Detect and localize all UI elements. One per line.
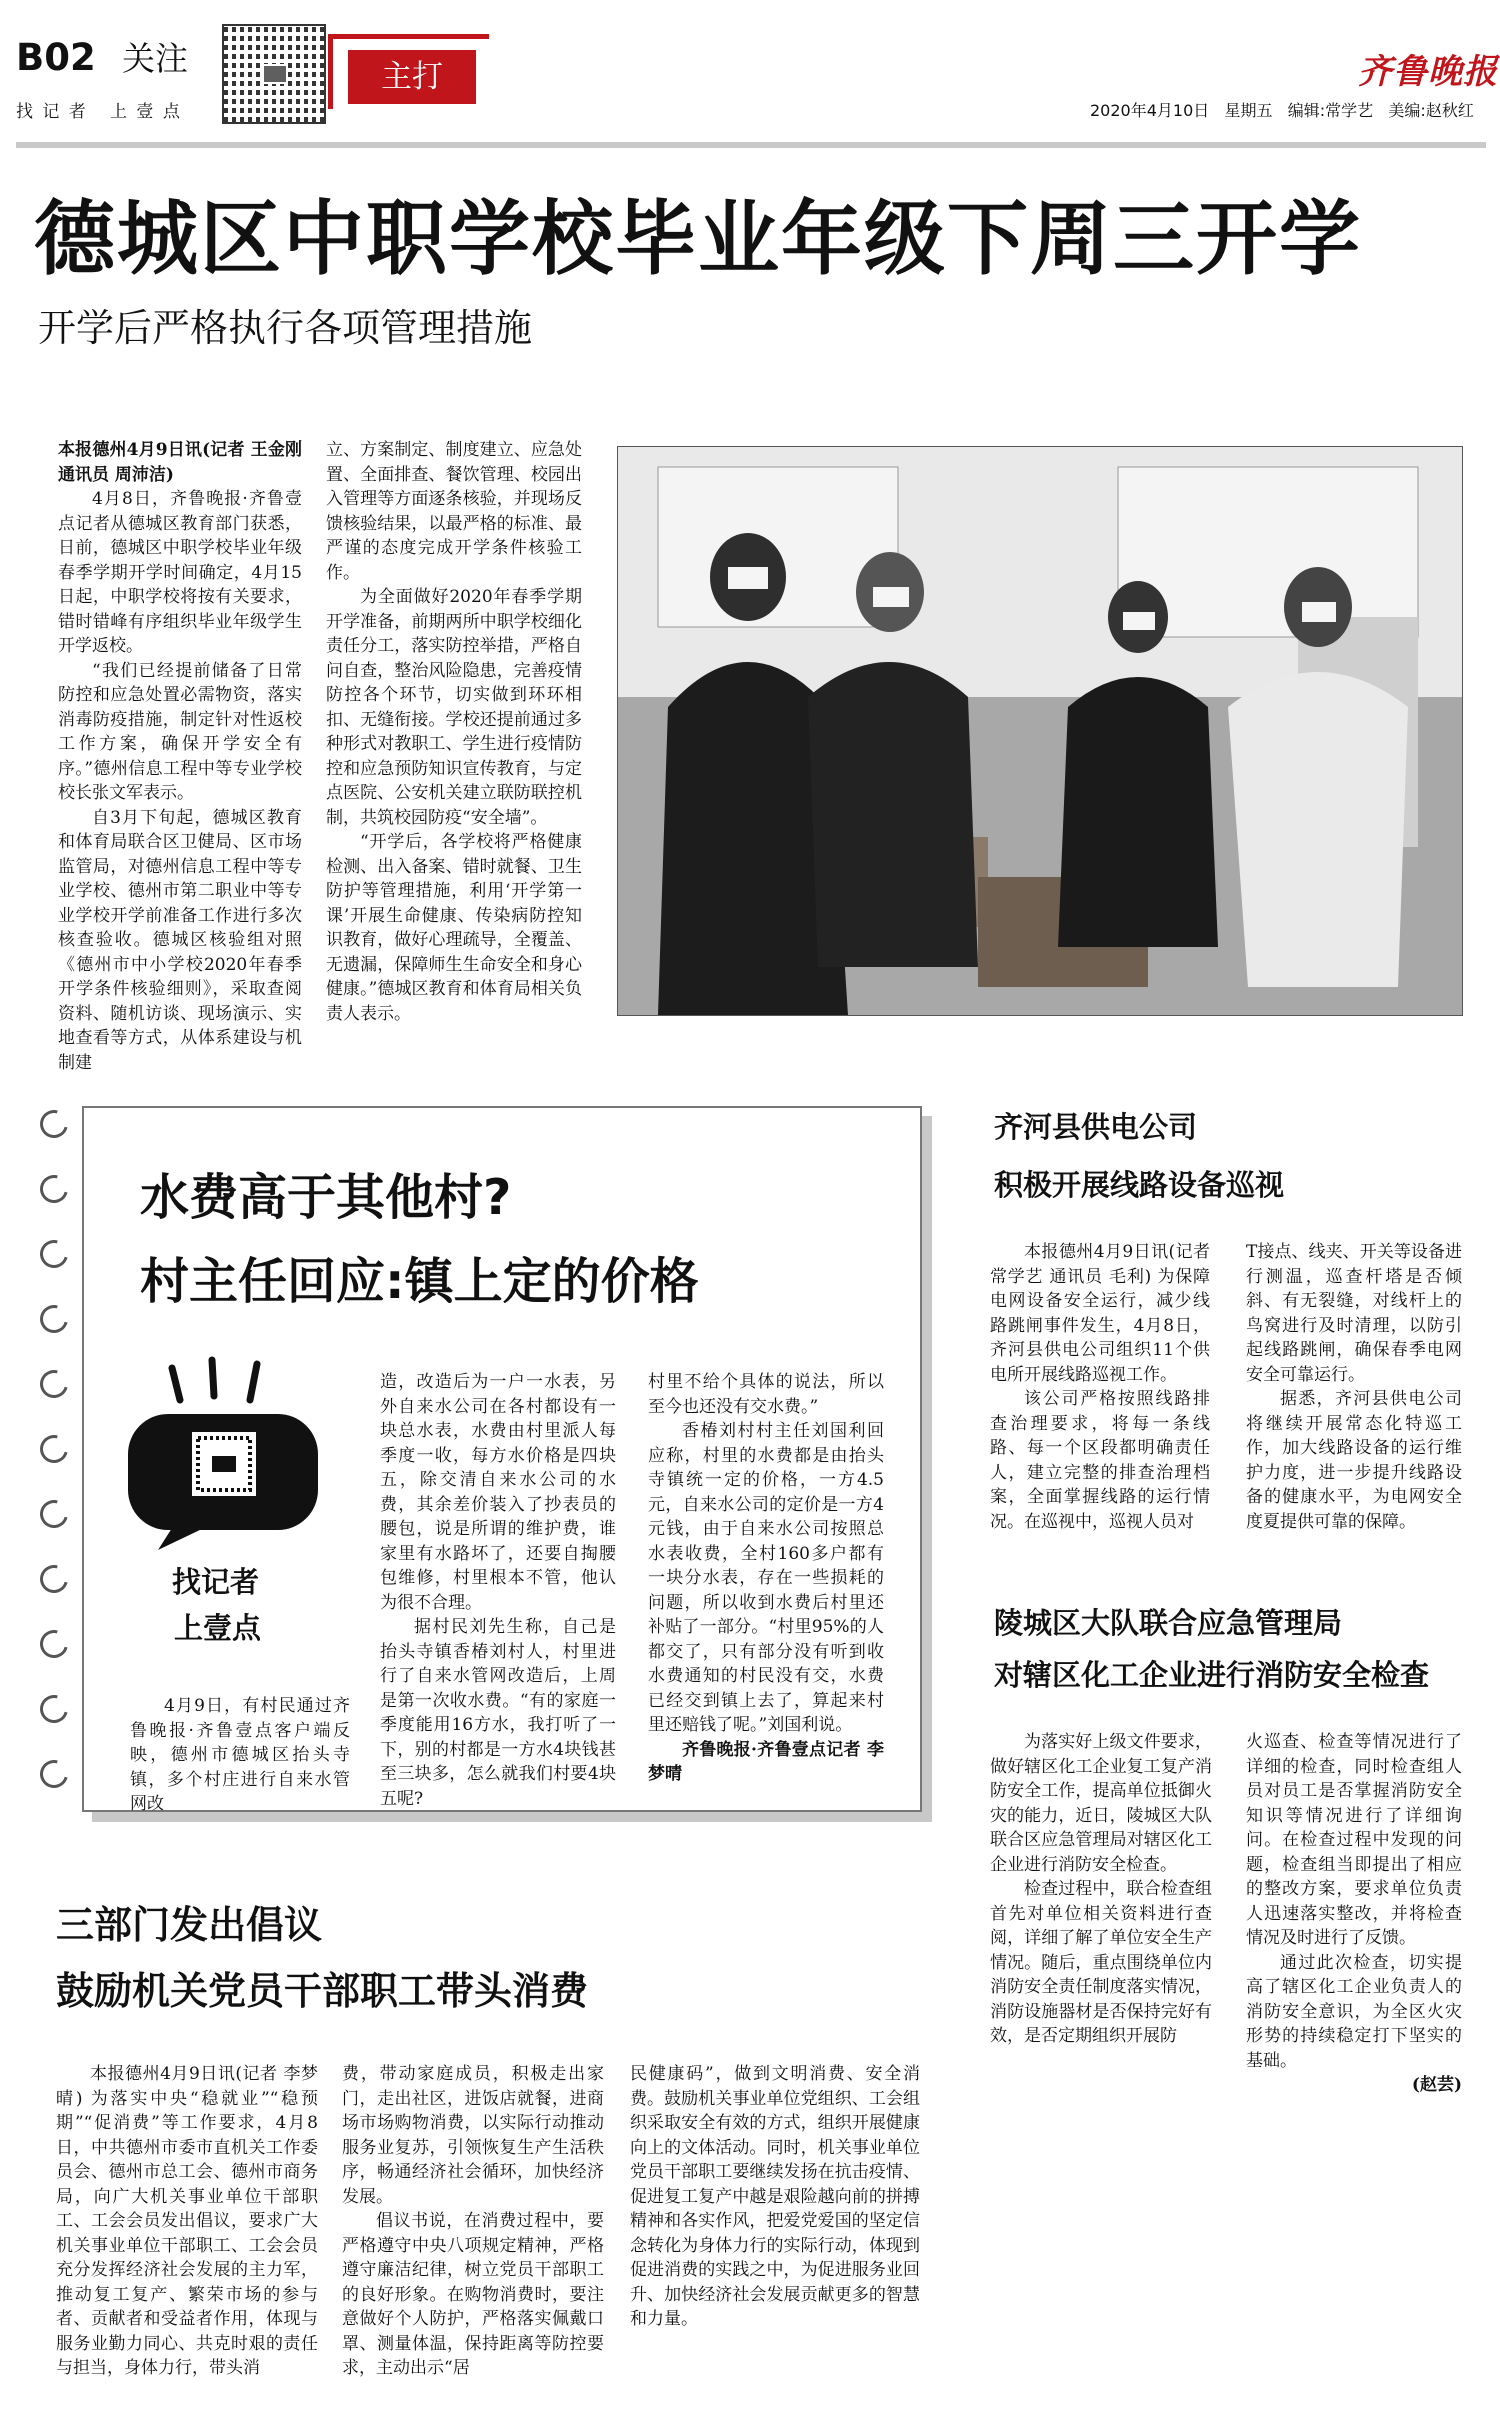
graphic-label-1: 找记者 — [172, 1565, 260, 1599]
paragraph: “开学后，各学校将严格健康检测、出入备案、错时就餐、卫生防护等管理措施，利用‘开学第一课’开展生命健康、传染病防控知识教育，做好心理疏导，全覆盖、无遗漏，保障师生生命安全和身心健康。”德城区教育和体育局相关负责人表示。 — [326, 832, 582, 1024]
consume-col2 — [342, 2062, 604, 2408]
header-meta: 2020年4月10日 星期五 编辑:常学艺 美编:赵秋红 — [1090, 101, 1474, 120]
power-col2 — [1246, 1240, 1462, 1556]
spiral-ring — [35, 1430, 73, 1468]
paragraph: 造，改造后为一户一水表，另外自来水公司在各村都设有一块总水表，水费由村里派人每季度一收，每方水价格是四块五，除交清自来水公司的水费，其余差价装入了抄表员的腰包，说是所谓的维护费，谁家里有水路坏了，还要自掏腰包维修，村里根本不管，他认为很不合理。 — [380, 1372, 616, 1613]
paragraph: 民健康码”，做到文明消费、安全消费。鼓励机关事业单位党组织、工会组织采取安全有效的方式，组织开展健康向上的文体活动。同时，机关事业单位党员干部职工要继续发扬在抗击疫情、促进复工复产中越是艰险越向前的拼搏精神和各实作风，把爱党爱国的坚定信念转化为身体力行的实际行动，体现到促进消费的实践之中，为促进服务业回升、加快经济社会发展贡献更多的智慧和力量。 — [630, 2064, 920, 2329]
graphic-label-2: 上壹点 — [174, 1611, 262, 1645]
water-col2 — [648, 1370, 884, 1800]
newspaper-logo: 齐鲁晚报 — [1358, 52, 1498, 92]
header-tagline: 找 记 者 上 壹 点 — [16, 102, 182, 122]
paragraph: 费，带动家庭成员，积极走出家门，走出社区，进饭店就餐，进商场市场购物消费，以实际行动推动服务业复苏，引领恢复生产生活秩序，畅通经济社会循环，加快经济发展。 — [342, 2064, 604, 2207]
water-headline-2: 村主任回应:镇上定的价格 — [140, 1253, 699, 1310]
paragraph: 为落实好上级文件要求，做好辖区化工企业复工复产消防安全工作，提高单位抵御火灾的能力，近日，陵城区大队联合区应急管理局对辖区化工企业进行消防安全检查。 — [990, 1732, 1212, 1875]
fire-col1 — [990, 1730, 1212, 2080]
spiral-ring — [35, 1235, 73, 1273]
badge-label: 主打 — [348, 50, 476, 104]
qr-code[interactable] — [222, 24, 326, 124]
main-subheadline: 开学后严格执行各项管理措施 — [38, 306, 533, 350]
header-rule — [16, 142, 1486, 148]
consume-headline-1: 三部门发出倡议 — [56, 1903, 323, 1947]
main-story-col2 — [326, 438, 582, 1028]
water-headline-1: 水费高于其他村? — [140, 1169, 512, 1226]
paragraph: 火巡查、检查等情况进行了详细的检查，同时检查组人员对员工是否掌握消防安全知识等情况进行了详细询问。在检查过程中发现的问题，检查组当即提出了相应的整改方案，要求单位负责人迅速落实整改，并将检查情况及时进行了反馈。 — [1246, 1732, 1462, 1948]
paragraph: 香椿刘村村主任刘国利回应称，村里的水费都是由抬头寺镇统一定的价格，一方4.5元，自来水公司的定价是一方4元钱，由于自来水公司按照总水表收费，全村160多户都有一块分水表，存在一些损耗的问题，所以收到水费后村里还补贴了一部分。“村里95%的人都交了，只有部分没有听到收水费通知的村民没有交，水费已经交到镇上去了，算起来村里还赔钱了呢。”刘国利说。 — [648, 1421, 884, 1735]
power-headline-2: 积极开展线路设备巡视 — [994, 1168, 1285, 1202]
megaphone-icon — [112, 1360, 342, 1550]
news-photo — [617, 446, 1463, 1016]
paragraph: 检查过程中，联合检查组首先对单位相关资料进行查阅，详细了解了单位安全生产情况。随后，重点围绕单位内消防安全责任制度落实情况，消防设施器材是否保持完好有效，是否定期组织开展防 — [990, 1879, 1212, 2046]
paragraph: 通过此次检查，切实提高了辖区化工企业负责人的消防安全意识，为全区火灾形势的持续稳定打下坚实的基础。 — [1246, 1952, 1462, 2071]
spiral-ring — [35, 1170, 73, 1208]
paragraph: “我们已经提前储备了日常防控和应急处置必需物资，落实消毒防疫措施，制定针对性返校工作方案，确保开学安全有序。”德州信息工程中等专业学校校长张文军表示。 — [58, 660, 302, 803]
section-name: 关注 — [122, 39, 188, 78]
paragraph: 据村民刘先生称，自己是抬头寺镇香椿刘村人，村里进行了自来水管网改造后，上周是第一次收水费。“有的家庭一季度能用16方水，我打听了一下，别的村都是一方水4块钱甚至三块多，怎么就我们村要4块五呢? — [380, 1617, 616, 1809]
spiral-ring — [35, 1105, 73, 1143]
paragraph: T接点、线夹、开关等设备进行测温，巡查杆塔是否倾斜、有无裂缝，对线杆上的鸟窝进行及时清理，以防引起线路跳闸，确保春季电网安全可靠运行。 — [1246, 1242, 1462, 1385]
photo-illustration — [618, 447, 1462, 1015]
spiral-ring — [35, 1560, 73, 1598]
paragraph: 4月8日，齐鲁晚报·齐鲁壹点记者从德城区教育部门获悉，日前，德城区中职学校毕业年级春季学期开学时间确定，4月15日起，中职学校将按有关要求，错时错峰有序组织毕业年级学生开学返校。 — [58, 489, 302, 656]
consume-col1 — [56, 2062, 318, 2408]
spiral-ring — [35, 1690, 73, 1728]
fire-headline-1: 陵城区大队联合应急管理局 — [994, 1606, 1343, 1640]
water-intro — [130, 1694, 350, 1814]
notebook-spiral — [40, 1110, 70, 1810]
water-col1 — [380, 1370, 616, 1809]
power-col1 — [990, 1240, 1210, 1556]
paragraph: 该公司严格按照线路排查治理要求，将每一条线路、每一个区段都明确责任人，建立完整的排查治理档案，全面掌握线路的运行情况。在巡视中，巡视人员对 — [990, 1389, 1210, 1532]
consume-headline-2: 鼓励机关党员干部职工带头消费 — [56, 1969, 589, 2013]
fire-headline-2: 对辖区化工企业进行消防安全检查 — [994, 1658, 1430, 1692]
paragraph: 4月9日，有村民通过齐鲁晚报·齐鲁壹点客户端反映，德州市德城区抬头寺镇，多个村庄进行自来水管网改 — [130, 1696, 350, 1814]
main-byline: 本报德州4月9日讯(记者 王金刚 通讯员 周沛洁) — [58, 440, 302, 485]
main-story-col1 — [58, 438, 302, 1073]
consume-col3 — [630, 2062, 920, 2408]
paragraph: 据悉，齐河县供电公司将继续开展常态化特巡工作，加大线路设备的运行维护力度，进一步提升线路设备的健康水平，为电网安全度夏提供可靠的保障。 — [1246, 1389, 1462, 1532]
spiral-ring — [35, 1300, 73, 1338]
paragraph: 本报德州4月9日讯(记者 李梦晴) 为落实中央“稳就业”“稳预期”“促消费”等工作要求，4月8日，中共德州市委市直机关工作委员会、德州市总工会、德州市商务局，向广大机关事业单位干部职工、工会会员发出倡议，要求广大机关事业单位干部职工、工会会员充分发挥经济社会发展的主力军，推动复工复产、繁荣市场的参与者、贡献者和受益者作用，体现与服务业勤力同心、共克时艰的责任与担当，身体力行，带头消 — [56, 2064, 318, 2378]
spiral-ring — [35, 1625, 73, 1663]
paragraph: 本报德州4月9日讯(记者 常学艺 通讯员 毛利) 为保障电网设备安全运行，减少线路跳闸事件发生，4月8日，齐河县供电公司组织11个供电所开展线路巡视工作。 — [990, 1242, 1210, 1385]
paragraph: 倡议书说，在消费过程中，要严格遵守中央八项规定精神，严格遵守廉洁纪律，树立党员干部职工的良好形象。在购物消费时，要注意做好个人防护，严格落实佩戴口罩、测量体温，保持距离等防控要求，主动出示“居 — [342, 2211, 604, 2378]
spiral-ring — [35, 1495, 73, 1533]
paragraph: 立、方案制定、制度建立、应急处置、全面排查、餐饮管理、校园出入管理等方面逐条核验，并现场反馈核验结果，以最严格的标准、最严谨的态度完成开学条件核验工作。 — [326, 440, 582, 583]
main-headline: 德城区中职学校毕业年级下周三开学 — [34, 193, 1363, 287]
page-number: B02 — [16, 36, 96, 79]
page-header — [0, 0, 1500, 150]
spiral-ring — [35, 1755, 73, 1793]
fire-col2 — [1246, 1730, 1462, 2095]
power-headline-1: 齐河县供电公司 — [994, 1110, 1198, 1144]
paragraph: 自3月下旬起，德城区教育和体育局联合区卫健局、区市场监管局，对德州信息工程中等专业学校、德州市第二职业中等专业学校开学前准备工作进行多次核查验收。德城区核验组对照《德州市中小学校2020年春季开学条件核验细则》，采取查阅资料、随机访谈、现场演示、实地查看等方式，从体系建设与机制建 — [58, 807, 302, 1073]
spiral-ring — [35, 1365, 73, 1403]
water-byline: 齐鲁晚报·齐鲁壹点记者 李梦晴 — [648, 1739, 884, 1784]
fire-byline: (赵芸) — [1411, 2075, 1462, 2095]
paragraph: 为全面做好2020年春季学期开学准备，前期两所中职学校细化责任分工，落实防控举措，严格自问自查，整治风险隐患，完善疫情防控各个环节，切实做到环环相扣、无缝衔接。学校还提前通过多种形式对教职工、学生进行疫情防控和应急预防知识宣传教育，与定点医院、公安机关建立联防联控机制，共筑校园防疫“安全墙”。 — [326, 587, 582, 828]
find-reporter-graphic — [112, 1360, 342, 1660]
paragraph: 村里不给个具体的说法，所以至今也还没有交水费。” — [648, 1372, 884, 1417]
